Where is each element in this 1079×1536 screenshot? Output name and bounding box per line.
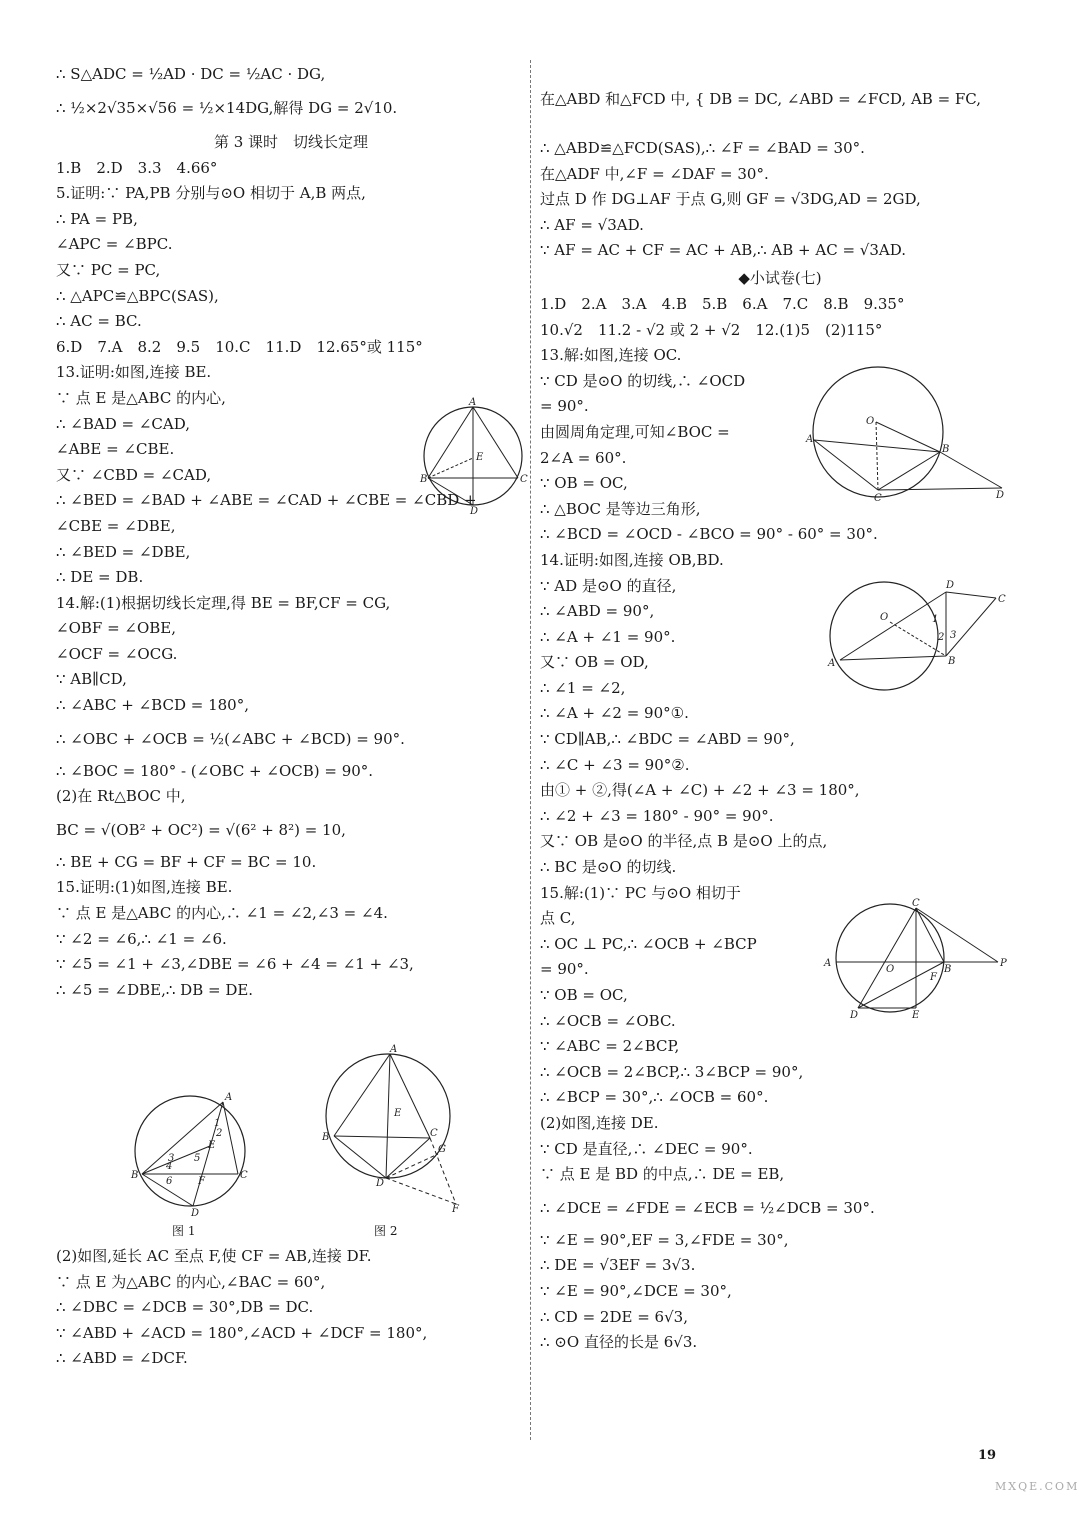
- text-line: ∴ PA = PB,: [56, 209, 138, 228]
- svg-text:B: B: [131, 1170, 139, 1181]
- figure-2: [318, 1046, 468, 1216]
- text-line: 由圆周角定理,可知∠BOC =: [540, 422, 730, 441]
- text-line: ∵ CD∥AB,∴ ∠BDC = ∠ABD = 90°,: [540, 730, 795, 749]
- svg-text:G: G: [438, 1144, 446, 1155]
- text-line: ∴ ∠BOC = 180° - (∠OBC + ∠OCB) = 90°.: [56, 761, 374, 780]
- text-line: (2)如图,延长 AC 至点 F,使 CF = AB,连接 DF.: [56, 1247, 372, 1265]
- text-line: ∵ 点 E 是△ABC 的内心,: [56, 388, 226, 407]
- svg-text:D: D: [470, 506, 479, 517]
- svg-text:A: A: [225, 1092, 233, 1103]
- svg-text:1: 1: [932, 614, 939, 625]
- text-line: 13.解:如图,连接 OC.: [540, 346, 682, 365]
- text-line: ∴ ∠1 = ∠2,: [540, 678, 626, 697]
- svg-text:E: E: [208, 1140, 216, 1151]
- svg-text:C: C: [874, 493, 882, 504]
- text-line: ∴ OC ⊥ PC,∴ ∠OCB + ∠BCP: [540, 934, 757, 953]
- text-line: 又∵ ∠CBD = ∠CAD,: [56, 465, 212, 484]
- text-line: 由① + ②,得(∠A + ∠C) + ∠2 + ∠3 = 180°,: [540, 781, 860, 800]
- text-line: ∵ OB = OC,: [540, 986, 628, 1004]
- text-line: ∵ ∠2 = ∠6,∴ ∠1 = ∠6.: [56, 929, 227, 948]
- svg-text:C: C: [520, 474, 528, 485]
- text-line: ∵ 点 E 是△ABC 的内心,∴ ∠1 = ∠2,∠3 = ∠4.: [56, 904, 388, 923]
- text-line: ∴ ∠DCE = ∠FDE = ∠ECB = ½∠DCB = 30°.: [540, 1198, 875, 1217]
- text-line: ∴ ∠OCB = 2∠BCP,∴ 3∠BCP = 90°,: [540, 1062, 804, 1081]
- text-line: ∵ ∠5 = ∠1 + ∠3,∠DBE = ∠6 + ∠4 = ∠1 + ∠3,: [56, 955, 414, 974]
- text-line: ∴ ∠BED = ∠DBE,: [56, 542, 191, 561]
- text-line: ∴ DE = DB.: [56, 568, 144, 587]
- svg-text:3: 3: [950, 630, 957, 641]
- svg-text:3: 3: [168, 1153, 175, 1164]
- text-line: 又∵ PC = PC,: [56, 260, 161, 279]
- right-column: [540, 62, 1020, 1356]
- system-of-equations: 在△ABD 和△FCD 中, { DB = DC, ∠ABD = ∠FCD, AB = FC,: [540, 90, 982, 108]
- text-line: ∴ ∠A + ∠2 = 90°①.: [540, 704, 689, 723]
- circle-triangle-figure: [418, 397, 528, 517]
- text-line: ∴ ⊙O 直径的长是 6√3.: [540, 1333, 698, 1352]
- figure-1-caption: 图 1: [172, 1224, 196, 1238]
- svg-text:D: D: [191, 1208, 200, 1219]
- text-line: 5.证明:∵ PA,PB 分别与⊙O 相切于 A,B 两点,: [56, 184, 366, 203]
- svg-text:D: D: [850, 1010, 859, 1021]
- text-line: ∠OBF = ∠OBE,: [56, 619, 177, 638]
- answer-line: 6.D 7.A 8.2 9.5 10.C 11.D 12.65°或 115°: [56, 337, 423, 356]
- svg-text:B: B: [420, 474, 428, 485]
- text-line: 13.证明:如图,连接 BE.: [56, 363, 212, 382]
- text-line: ∴ ∠BCP = 30°,∴ ∠OCB = 60°.: [540, 1088, 769, 1107]
- text-line: ∵ AB∥CD,: [56, 670, 127, 689]
- svg-text:A: A: [828, 658, 836, 669]
- tangent-figure-q15: [820, 900, 1020, 1024]
- svg-text:2: 2: [938, 632, 945, 643]
- svg-text:B: B: [322, 1132, 330, 1143]
- page-number: 19: [978, 1448, 997, 1463]
- text-line: ∠APC = ∠BPC.: [56, 235, 173, 254]
- tangent-figure-q14: [820, 578, 1020, 704]
- text-line: ∴ ∠OBC + ∠OCB = ½(∠ABC + ∠BCD) = 90°.: [56, 729, 405, 748]
- text-line: ∴ AF = √3AD.: [540, 215, 644, 234]
- text-line: 过点 D 作 DG⊥AF 于点 G,则 GF = √3DG,AD = 2GD,: [540, 190, 921, 209]
- text-line: ∴ ½×2√35×√56 = ½×14DG,解得 DG = 2√10.: [56, 98, 398, 117]
- text-line: ∵ ∠E = 90°,EF = 3,∠FDE = 30°,: [540, 1230, 789, 1249]
- svg-text:1: 1: [214, 1118, 221, 1129]
- svg-text:2: 2: [216, 1128, 223, 1139]
- text-line: ∴ ∠DBC = ∠DCB = 30°,DB = DC.: [56, 1298, 314, 1317]
- svg-text:B: B: [942, 444, 950, 455]
- text-line: 2∠A = 60°.: [540, 448, 627, 467]
- text-line: ∴ CD = 2DE = 6√3,: [540, 1307, 688, 1326]
- text-line: ∵ ∠ABD + ∠ACD = 180°,∠ACD + ∠DCF = 180°,: [56, 1323, 428, 1342]
- svg-text:C: C: [912, 898, 920, 909]
- text-line: ∴ ∠BED = ∠BAD + ∠ABE = ∠CAD + ∠CBE = ∠CBD +: [56, 491, 477, 510]
- svg-text:O: O: [866, 416, 875, 427]
- svg-text:A: A: [390, 1044, 398, 1055]
- text-line: ∴ ∠ABC + ∠BCD = 180°,: [56, 696, 249, 715]
- figure-2-caption: 图 2: [374, 1224, 398, 1238]
- svg-text:O: O: [886, 964, 895, 975]
- answer-line: 1.B 2.D 3.3 4.66°: [56, 158, 218, 177]
- section-title: 第 3 课时 切线长定理: [213, 132, 369, 151]
- text-line: ∠ABE = ∠CBE.: [56, 440, 175, 459]
- text-line: ∵ OB = OC,: [540, 474, 628, 493]
- svg-text:B: B: [948, 656, 956, 667]
- svg-text:C: C: [998, 594, 1006, 605]
- text-line: ∴ △ABD≌△FCD(SAS),∴ ∠F = ∠BAD = 30°.: [540, 139, 865, 157]
- text-line: ∵ CD 是直径,∴ ∠DEC = 90°.: [540, 1139, 753, 1158]
- text-line: ∵ ∠ABC = 2∠BCP,: [540, 1037, 680, 1056]
- text-line: BC = √(OB² + OC²) = √(6² + 8²) = 10,: [56, 820, 346, 839]
- svg-text:F: F: [452, 1204, 459, 1215]
- text-line: ∴ ∠2 + ∠3 = 180° - 90° = 90°.: [540, 806, 774, 825]
- answer-line: 10.√2 11.2 - √2 或 2 + √2 12.(1)5 (2)115°: [540, 320, 883, 339]
- text-line: ∴ ∠BAD = ∠CAD,: [56, 414, 191, 433]
- text-line: 14.证明:如图,连接 OB,BD.: [540, 550, 724, 569]
- text-line: ∴ DE = √3EF = 3√3.: [540, 1256, 696, 1275]
- svg-text:5: 5: [194, 1153, 201, 1164]
- text-line: = 90°.: [540, 960, 589, 979]
- text-line: 在△ADF 中,∠F = ∠DAF = 30°.: [540, 164, 769, 183]
- text-line: ∴ S△ADC = ½AD · DC = ½AC · DG,: [56, 65, 326, 83]
- text-line: (2)在 Rt△BOC 中,: [56, 787, 186, 806]
- svg-text:P: P: [1000, 958, 1007, 969]
- text-line: ∵ 点 E 为△ABC 的内心,∠BAC = 60°,: [56, 1272, 326, 1291]
- section-title: ◆小试卷(七): [738, 268, 822, 287]
- svg-text:A: A: [824, 958, 832, 969]
- text-line: ∴ △APC≌△BPC(SAS),: [56, 286, 219, 305]
- svg-text:E: E: [394, 1108, 402, 1119]
- text-line: ∴ ∠ABD = 90°,: [540, 602, 655, 621]
- text-line: ∴ ∠A + ∠1 = 90°.: [540, 627, 676, 646]
- svg-text:F: F: [198, 1176, 205, 1187]
- text-line: = 90°.: [540, 397, 589, 416]
- svg-text:D: D: [376, 1178, 385, 1189]
- figure-1: [128, 1088, 258, 1218]
- svg-text:4: 4: [166, 1161, 173, 1172]
- svg-text:F: F: [930, 972, 937, 983]
- text-line: ∴ BE + CG = BF + CF = BC = 10.: [56, 852, 317, 871]
- svg-text:D: D: [996, 490, 1005, 501]
- left-column: [56, 62, 526, 1003]
- svg-text:C: C: [430, 1128, 438, 1139]
- text-line: ∵ ∠E = 90°,∠DCE = 30°,: [540, 1281, 732, 1300]
- tangent-figure-q13: [804, 364, 1014, 504]
- text-line: ∴ ∠BCD = ∠OCD - ∠BCO = 90° - 60° = 30°.: [540, 525, 878, 544]
- svg-text:C: C: [240, 1170, 248, 1181]
- column-divider: [530, 60, 531, 1440]
- text-line: 又∵ OB = OD,: [540, 653, 649, 672]
- text-line: ∴ ∠ABD = ∠DCF.: [56, 1349, 188, 1368]
- text-line: (2)如图,连接 DE.: [540, 1113, 659, 1132]
- text-line: 又∵ OB 是⊙O 的半径,点 B 是⊙O 上的点,: [540, 832, 828, 851]
- text-line: ∴ ∠C + ∠3 = 90°②.: [540, 755, 690, 774]
- svg-text:A: A: [806, 434, 814, 445]
- text-line: ∴ △BOC 是等边三角形,: [540, 499, 701, 518]
- svg-text:6: 6: [166, 1176, 173, 1187]
- text-line: 15.证明:(1)如图,连接 BE.: [56, 878, 233, 897]
- text-line: ∴ AC = BC.: [56, 312, 142, 331]
- text-line: 14.解:(1)根据切线长定理,得 BE = BF,CF = CG,: [56, 593, 391, 612]
- text-line: ∠CBE = ∠DBE,: [56, 516, 176, 535]
- text-line: ∴ ∠5 = ∠DBE,∴ DB = DE.: [56, 980, 254, 999]
- text-line: ∴ BC 是⊙O 的切线.: [540, 858, 677, 877]
- text-line: ∴ ∠OCB = ∠OBC.: [540, 1011, 676, 1030]
- watermark: MXQE.COM: [995, 1480, 1079, 1493]
- svg-text:E: E: [476, 452, 484, 463]
- svg-text:A: A: [469, 397, 477, 408]
- svg-text:O: O: [880, 612, 889, 623]
- text-line: ∵ AD 是⊙O 的直径,: [540, 576, 677, 595]
- text-line: ∵ AF = AC + CF = AC + AB,∴ AB + AC = √3AD.: [540, 241, 906, 260]
- answer-line: 1.D 2.A 3.A 4.B 5.B 6.A 7.C 8.B 9.35°: [540, 294, 905, 313]
- text-line: ∵ 点 E 是 BD 的中点,∴ DE = EB,: [540, 1165, 785, 1184]
- text-line: 点 C,: [540, 909, 576, 928]
- text-line: 15.解:(1)∵ PC 与⊙O 相切于: [540, 883, 741, 902]
- svg-text:D: D: [946, 580, 955, 591]
- left-bottom-text: [0, 1244, 427, 1372]
- text-line: ∠OCF = ∠OCG.: [56, 644, 178, 663]
- svg-text:E: E: [912, 1010, 920, 1021]
- svg-text:B: B: [944, 964, 952, 975]
- text-line: ∵ CD 是⊙O 的切线,∴ ∠OCD: [540, 371, 746, 390]
